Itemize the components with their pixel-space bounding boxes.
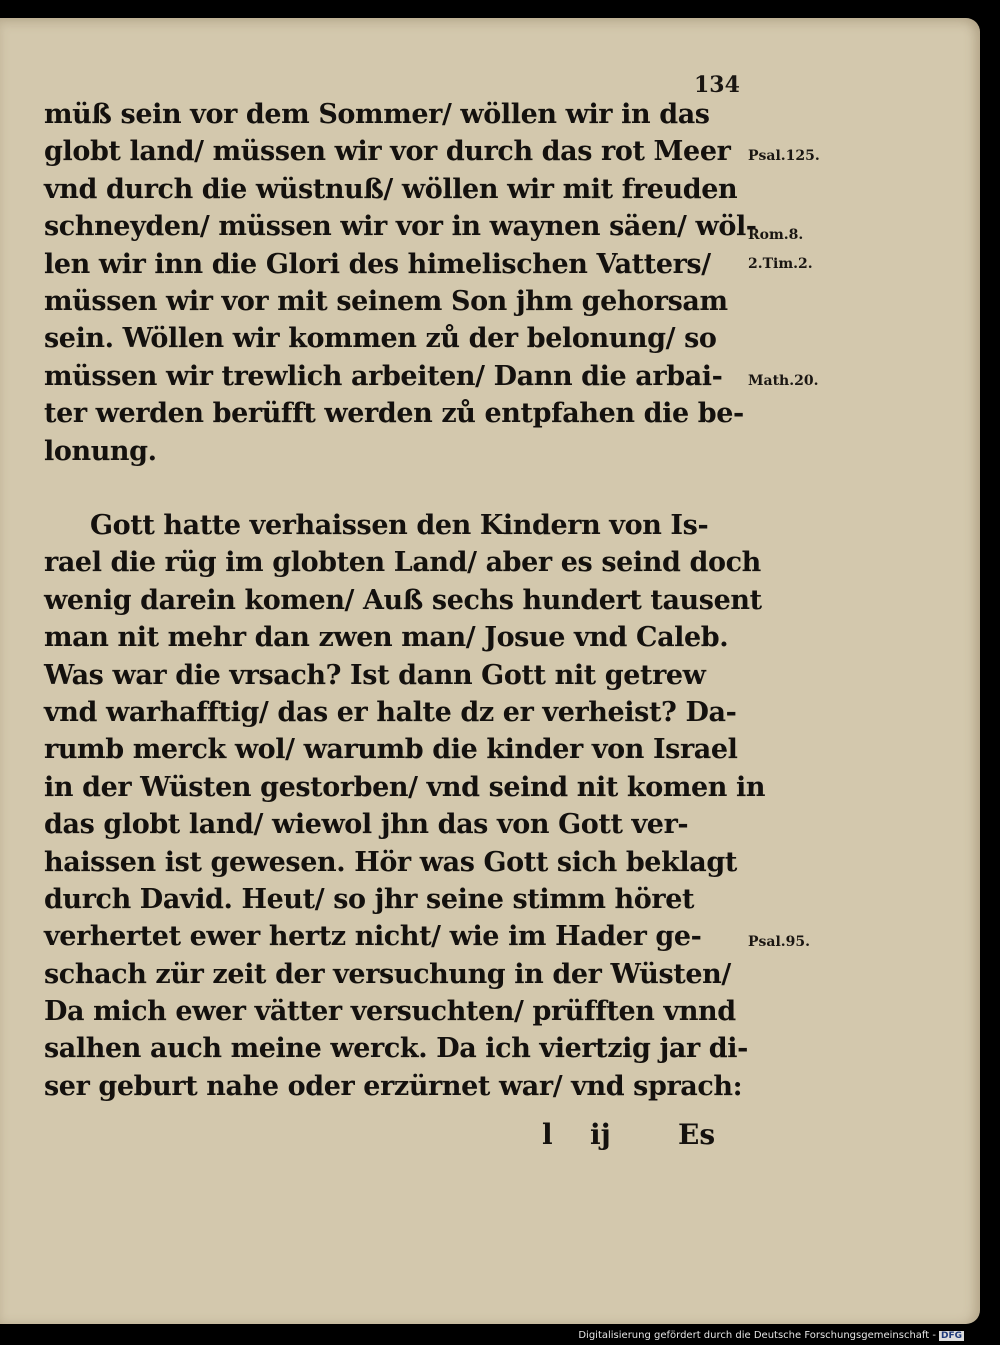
digitization-credit xyxy=(578,1330,964,1341)
credit-text: Digitalisierung gefördert durch die Deutsche Forschungsgemeinschaft - xyxy=(578,1330,936,1341)
text-line: schneyden/ müssen wir vor in waynen säen/ wöl- xyxy=(44,211,757,243)
text-line: das globt land/ wiewol jhn das von Gott ver- xyxy=(44,809,689,841)
text-line: in der Wüsten gestorben/ vnd seind nit komen in xyxy=(44,771,766,803)
text-line: ser geburt nahe oder erzürnet war/ vnd sprach: xyxy=(44,1070,743,1102)
margin-note-psalm-125: Psal.125. xyxy=(748,148,820,164)
text-line: ter werden berüfft werden zů entpfahen die be- xyxy=(44,398,744,430)
text-line: man nit mehr dan zwen man/ Josue vnd Caleb. xyxy=(44,622,729,654)
text-line: rumb merck wol/ warumb die kinder von Israel xyxy=(44,734,738,766)
folio-number: 134 xyxy=(694,72,740,98)
margin-note-matthew-20: Math.20. xyxy=(748,373,819,389)
text-line: wenig darein komen/ Auß sechs hundert tausent xyxy=(44,584,762,616)
text-line: rael die rüg im globten Land/ aber es seind doch xyxy=(44,547,761,579)
margin-note-romans-8: Rom.8. xyxy=(748,227,804,243)
signature-mark-number: ij xyxy=(590,1118,611,1151)
text-line: Was war die vrsach? Ist dann Gott nit getrew xyxy=(44,659,706,691)
text-line: vnd durch die wüstnuß/ wöllen wir mit freuden xyxy=(44,173,738,205)
margin-note-timothy-2: 2.Tim.2. xyxy=(748,256,813,272)
text-line: verhertet ewer hertz nicht/ wie im Hader ge- xyxy=(44,921,702,953)
text-line: len wir inn die Glori des himelischen Vatters/ xyxy=(44,248,711,280)
text-line: vnd warhafftig/ das er halte dz er verheist? Da- xyxy=(44,696,737,728)
text-line: haissen ist gewesen. Hör was Gott sich beklagt xyxy=(44,846,737,878)
text-line: globt land/ müssen wir vor durch das rot Meer xyxy=(44,136,731,168)
text-line: Gott hatte verhaissen den Kindern von Is- xyxy=(90,510,709,541)
catchword: Es xyxy=(678,1118,716,1151)
dfg-logo: DFG xyxy=(940,1331,962,1341)
paragraph-1 xyxy=(44,96,757,470)
signature-mark-letter: l xyxy=(542,1118,553,1151)
text-line: durch David. Heut/ so jhr seine stimm höret xyxy=(44,883,695,915)
text-line: müssen wir trewlich arbeiten/ Dann die arbai- xyxy=(44,360,723,392)
text-line: müß sein vor dem Sommer/ wöllen wir in das xyxy=(44,99,710,130)
text-line: sein. Wöllen wir kommen zů der belonung/ so xyxy=(44,323,717,355)
text-line: lonung. xyxy=(44,435,157,467)
text-line: Da mich ewer vätter versuchten/ prüfften vnnd xyxy=(44,996,736,1028)
margin-note-psalm-95: Psal.95. xyxy=(748,934,811,950)
text-line: salhen auch meine werck. Da ich viertzig jar di- xyxy=(44,1033,748,1065)
paragraph-2 xyxy=(44,507,765,1105)
text-line: müssen wir vor mit seinem Son jhm gehorsam xyxy=(44,285,728,317)
text-line: schach zür zeit der versuchung in der Wüsten/ xyxy=(44,958,731,990)
